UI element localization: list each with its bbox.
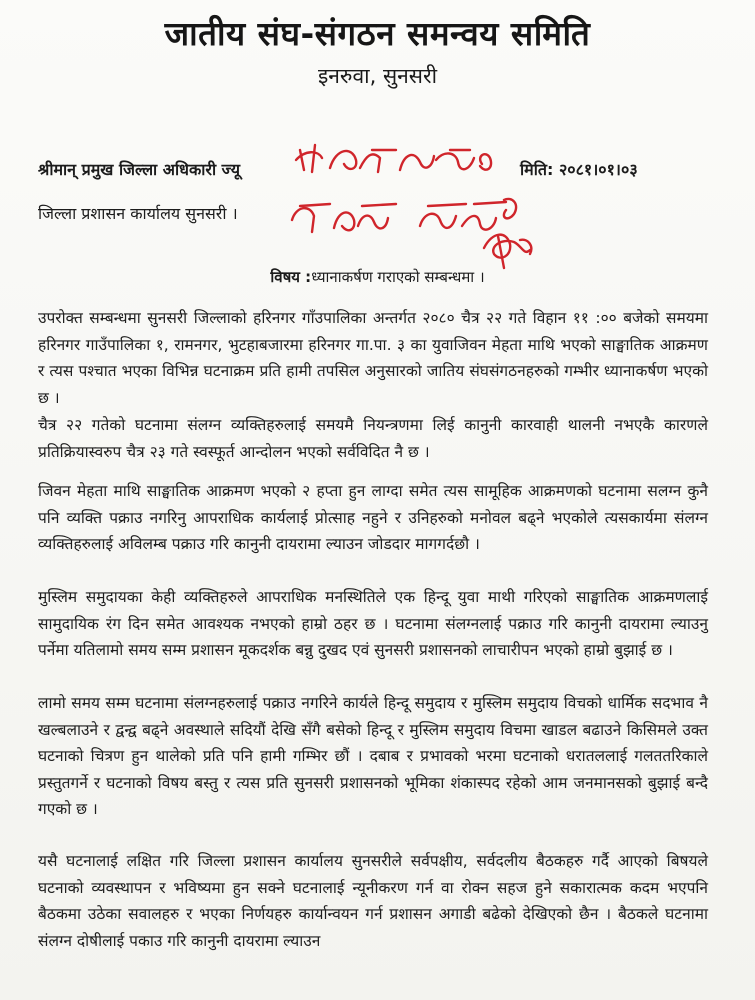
organization-location: इनरुवा, सुनसरी xyxy=(317,64,438,88)
letter-office: जिल्ला प्रशासन कार्यालय सुनसरी । xyxy=(38,204,238,223)
date-value: २०८१।०१।०३ xyxy=(558,160,638,179)
date-label: मिति: xyxy=(520,160,554,179)
paragraph-2: चैत्र २२ गतेको घटनामा संलग्न व्यक्तिहरुलाई समयमै नियन्त्रणमा लिई कानुनी कारवाही थालनी नभएकै कारणले प्रतिक्रियास्वरुप चैत्र २३ गते स्वस्फूर्त आन्दोलन भएको सर्वविदित नै छ । xyxy=(38,416,708,461)
paragraph-1: उपरोक्त सम्बन्धमा सुनसरी जिल्लाको हरिनगर गाँउपालिका अन्तर्गत २०८० चैत्र २२ गते विहान ११ :०० बजेको समयमा हरिनगर गाउँपालिका १, रामनगर, भुटहाबजारमा हरिनगर गा.पा. ३ का युवाजिवन मेहता माथि भएको साङ्घातिक आक्रमण र त्यस पश्चात भएका विभिन्न घटनाक्रम प्रति हामी तपसिल अनुसारको जातिय संघसंगठनहरुको गम्भीर ध्यानाकर्षण भएको छ । xyxy=(38,309,708,407)
letter-subject xyxy=(0,267,755,287)
organization-title: जातीय संघ-संगठन समन्वय समिति xyxy=(164,14,591,53)
paragraph-3: जिवन मेहता माथि साङ्घातिक आक्रमण भएको २ हप्ता हुन लाग्दा समेत त्यस सामूहिक आक्रमणको घटनामा सलग्न कुनै पनि व्यक्ति पक्राउ नगरिनु आपराधिक कार्यलाई प्रोत्साह नहुने र उनिहरुको मनोवल बढ्ने भएकोले त्यसकार्यमा संलग्न व्यक्तिहरुलाई अविलम्ब पक्राउ गरि कानुनी दायरामा ल्याउन जोडदार मागगर्दछौ । xyxy=(38,482,708,553)
subject-label: विषय : xyxy=(270,268,312,286)
subject-text: ध्यानाकर्षण गराएको सम्बन्धमा । xyxy=(311,268,485,286)
paragraph-6: यसै घटनालाई लक्षित गरि जिल्ला प्रशासन कार्यालय सुनसरीले सर्वपक्षीय, सर्वदलीय बैठकहरु गर्दै आएको बिषयले घटनाको व्यवस्थापन र भविष्यमा हुन सक्ने घटनालाई न्यूनीकरण गर्न वा रोक्न सहज हुने सकारात्मक कदम भएपनि बैठकमा उठेका सवालहरु र भएका निर्णयहरु कार्यान्वयन गर्न प्रशासन अगाडी बढेको देखिएको छैन । बैठकले घटनामा संलग्न दोषीलाई पकाउ गरि कानुनी दायरामा ल्याउन xyxy=(38,852,708,950)
letter-addressee: श्रीमान् प्रमुख जिल्ला अधिकारी ज्यू xyxy=(38,160,241,179)
paragraph-4: मुस्लिम समुदायका केही व्यक्तिहरुले आपराधिक मनस्थितिले एक हिन्दू युवा माथी गरिएको साङ्घातिक आक्रमणलाई सामुदायिक रंग दिन समेत आवश्यक नभएको हाम्रो ठहर छ । घटनामा संलग्नलाई पक्राउ गरि कानुनी दायरामा ल्याउनु पर्नेमा यतिलामो समय सम्म प्रशासन मूकदर्शक बन्नु दुखद एवं सुनसरी प्रशासनको लाचारीपन भएको हाम्रो बुझाई छ । xyxy=(38,588,708,659)
letter-date xyxy=(520,158,638,180)
paragraph-5: लामो समय सम्म घटनामा संलग्नहरुलाई पक्राउ नगरिने कार्यले हिन्दू समुदाय र मुस्लिम समुदाय विचको धार्मिक सदभाव नै खल्बलाउने र द्वन्द्व बढ्ने अवस्थाले सदियौं देखि सँगै बसेको हिन्दू र मुस्लिम समुदाय विचमा खाडल बढाउने किसिमले उक्त घटनाको चित्रण हुन थालेको प्रति पनि हामी गम्भिर छौं । दबाब र प्रभावको भरमा घटनाको धरातललाई गलततरिकाले प्रस्तुतगर्ने र घटनाको विषय बस्तु र त्यस प्रति सुनसरी प्रशासनको भूमिका शंकास्पद रहेको आम जनमानसको बुझाई बन्दै गएको छ । xyxy=(38,694,708,818)
